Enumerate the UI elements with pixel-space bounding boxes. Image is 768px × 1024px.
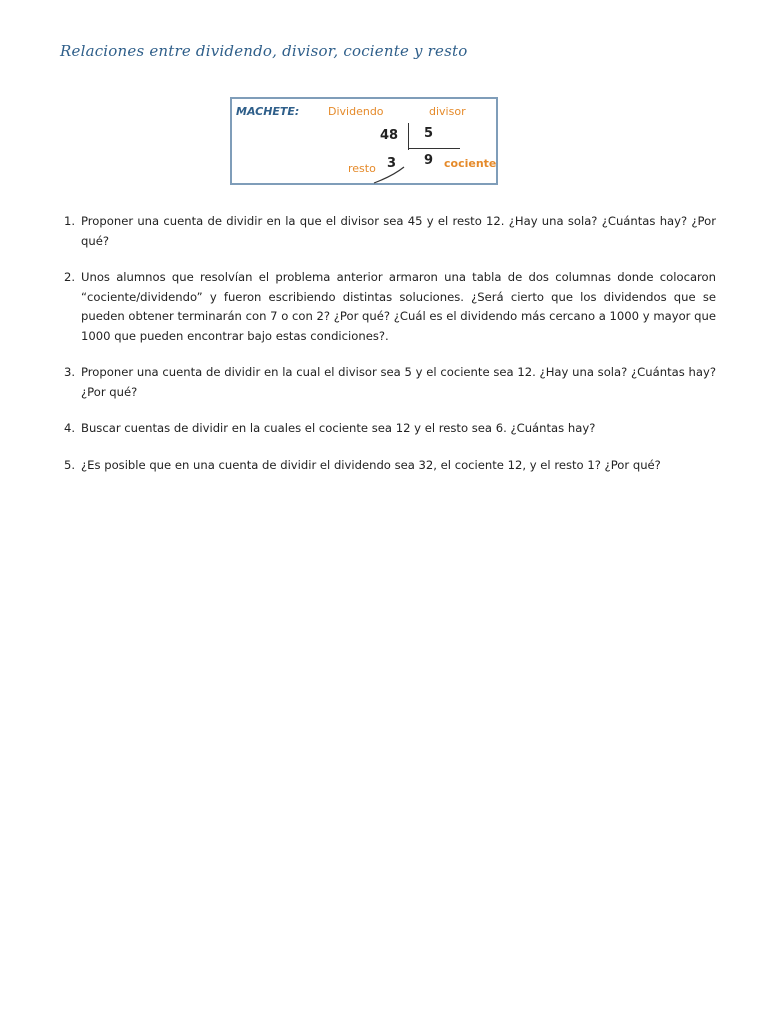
question-number: 1. bbox=[64, 214, 76, 228]
question-number: 5. bbox=[64, 457, 76, 472]
list-item bbox=[64, 419, 716, 439]
list-item bbox=[64, 456, 716, 476]
dividend-value: 48 bbox=[380, 128, 399, 143]
question-text: Buscar cuentas de dividir en la cuales el cociente sea 12 y el resto sea 6. ¿Cuántas hay? bbox=[81, 421, 596, 435]
quotient-value: 9 bbox=[424, 153, 434, 168]
question-text: ¿Es posible que en una cuenta de dividir el dividendo sea 32, el cociente 12, y el resto 1? ¿Por qué? bbox=[81, 457, 661, 472]
page-title: Relaciones entre dividendo, divisor, cociente y resto bbox=[60, 42, 468, 60]
question-text: Proponer una cuenta de dividir en la que el divisor sea 45 y el resto 12. ¿Hay una sola? ¿Cuántas hay? ¿Por qué? bbox=[81, 214, 716, 248]
question-text: Proponer una cuenta de dividir en la cual el divisor sea 5 y el cociente sea 12. ¿Hay una sola? ¿Cuántas hay? ¿Por qué? bbox=[81, 365, 716, 399]
question-text: Unos alumnos que resolvían el problema anterior armaron una tabla de dos columnas donde colocaron “cociente/dividendo” y fueron escribiendo distintas soluciones. ¿Será cierto que los dividendos que se pueden obtener terminarán con 7 o con 2? ¿Por qué? ¿Cuál es el dividendo más cercano a 1000 y mayor que 1000 que pueden encontrar bajo estas condiciones?. bbox=[81, 270, 716, 343]
remainder-label: resto bbox=[348, 162, 376, 175]
divisor-value: 5 bbox=[424, 126, 434, 141]
divisor-label: divisor bbox=[429, 105, 466, 118]
division-vertical-line bbox=[408, 123, 409, 150]
division-horizontal-line bbox=[408, 148, 460, 149]
quotient-label: cociente bbox=[444, 157, 497, 170]
question-number: 2. bbox=[64, 270, 76, 284]
list-item bbox=[64, 363, 716, 402]
question-number: 4. bbox=[64, 421, 76, 435]
list-item bbox=[64, 212, 716, 251]
list-item bbox=[64, 268, 716, 346]
question-number: 3. bbox=[64, 365, 76, 379]
cheat-sheet-label: MACHETE: bbox=[236, 105, 300, 118]
remainder-pointer-stroke bbox=[372, 163, 406, 185]
cheat-sheet-box bbox=[230, 97, 498, 185]
question-list bbox=[64, 212, 716, 492]
remainder-value: 3 bbox=[387, 156, 397, 171]
dividend-label: Dividendo bbox=[328, 105, 384, 118]
